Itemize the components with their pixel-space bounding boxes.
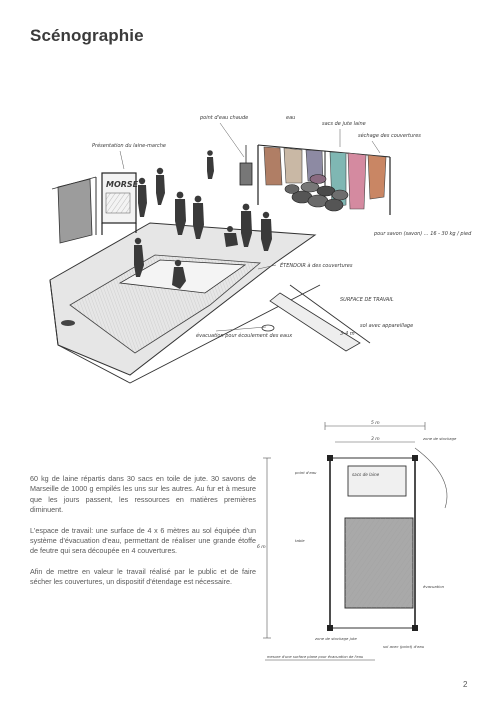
annotation-dimension: 3-4 m — [340, 331, 355, 337]
plan-sacks-label: sacs de laine — [352, 472, 380, 477]
plan-table-label: table — [295, 538, 305, 543]
sign-text: MORSE — [106, 180, 139, 189]
annotation-floor: sol avec appareillage — [360, 323, 414, 329]
annotation-water-point: point d'eau chaude — [200, 115, 249, 121]
annotation-sacks: sacs de jute laine — [322, 121, 366, 127]
plan-evacuation-label: évacuation — [423, 584, 445, 589]
page-title: Scénographie — [30, 26, 144, 45]
plan-zone-label: zone de stockage — [423, 436, 457, 441]
paragraph-workspace: L'espace de travail: une surface de 4 x 6 mètres au sol équipée d'un système d'évacuation d'eau, permettant de réaliser une grande étoffe de feutre qui sera découpée en 4 couvertures. — [30, 525, 256, 556]
plan-height-dimension: 6 m — [257, 545, 266, 550]
paragraph-materials: 60 kg de laine répartis dans 30 sacs en toile de jute. 30 savons de Marseille de 1000 g empilés les uns sur les autres. Au fur et à mesure que les jours passent, les ressources en matières premières diminuent. — [30, 474, 256, 515]
hanging-felt-left — [58, 179, 92, 243]
annotation-surface: SURFACE DE TRAVAIL — [340, 297, 394, 303]
paragraph-drying: Afin de mettre en valeur le travail réalisé par le public et de faire sécher les couvertures, un dispositif d'étendage est nécessaire. — [30, 566, 256, 587]
plan-water-point-label: point d'eau — [295, 470, 317, 475]
plan-storage-label: zone de stockage jute — [315, 636, 357, 641]
annotation-drying: séchage des couvertures — [358, 133, 421, 139]
body-text — [30, 474, 256, 598]
annotation-drying-rack: ÉTENDOIR à des couvertures — [280, 263, 353, 269]
annotation-evacuation: évacuation pour écoulement des eaux — [196, 333, 293, 339]
plan-width-dimension: 3 m — [371, 437, 380, 442]
annotation-presentation: Présentation du laine-marche — [92, 143, 166, 149]
plan-footer-label: mesure d'une surface plane pour évacuation de l'eau — [267, 655, 364, 659]
plan-bottom-label: sol avec (point) d'eau — [383, 644, 425, 649]
annotation-eau: eau — [286, 115, 296, 121]
annotation-soap: pour savon (savon) ... 16 - 30 kg / pied — [374, 231, 472, 237]
plan-top-dimension: 5 m — [371, 421, 380, 426]
floor-plan-sketch — [255, 418, 470, 668]
drain — [61, 320, 75, 326]
page-number: 2 — [463, 680, 468, 689]
scenography-perspective-sketch — [40, 105, 472, 390]
water-point — [240, 163, 252, 185]
plan-wool-zone — [348, 466, 406, 496]
